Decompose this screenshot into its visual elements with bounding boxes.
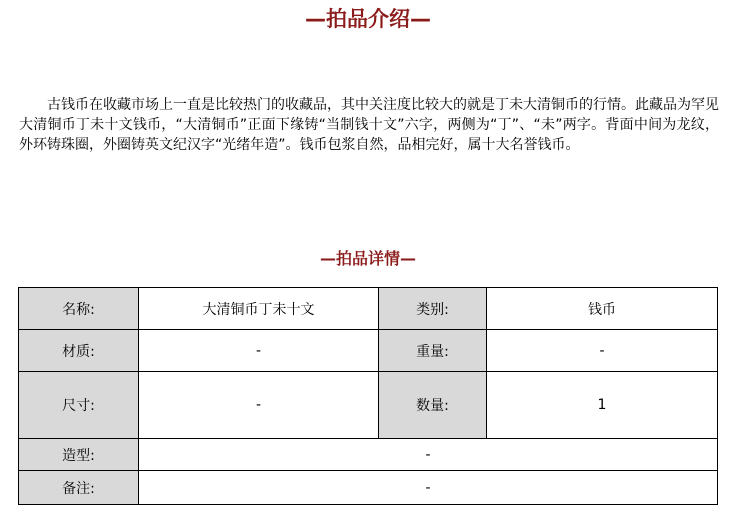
size-label: 尺寸: [19, 372, 139, 439]
intro-section-title: —拍品介绍— [305, 7, 431, 31]
intro-paragraph: 古钱币在收藏市场上一直是比较热门的收藏品，其中关注度比较大的就是丁未大清铜币的行情。此藏品为罕见大清铜币丁未十文钱币，“大清铜币”正面下缘铸“当制钱十文”六字，两侧为“丁”、“未”两字。背面中间为龙纹，外环铸珠圈，外圈铸英文纪汉字“光绪年造”。钱币包浆自然，品相完好，属十大名誉钱币。 [19, 97, 719, 153]
table-row [19, 471, 718, 505]
weight-label: 重量: [379, 330, 487, 372]
details-section-title: —拍品详情— [319, 249, 416, 268]
category-label: 类别: [379, 288, 487, 330]
table-row [19, 439, 718, 471]
remark-label: 备注: [19, 471, 139, 505]
category-value: 钱币 [487, 288, 718, 330]
remark-value: - [139, 471, 718, 505]
quantity-label: 数量: [379, 372, 487, 439]
quantity-value: 1 [487, 372, 718, 439]
details-table [18, 287, 718, 505]
table-row [19, 288, 718, 330]
name-label: 名称: [19, 288, 139, 330]
table-row [19, 372, 718, 439]
table-row [19, 330, 718, 372]
material-label: 材质: [19, 330, 139, 372]
shape-label: 造型: [19, 439, 139, 471]
shape-value: - [139, 439, 718, 471]
size-value: - [139, 372, 379, 439]
name-value: 大清铜币丁未十文 [139, 288, 379, 330]
material-value: - [139, 330, 379, 372]
weight-value: - [487, 330, 718, 372]
